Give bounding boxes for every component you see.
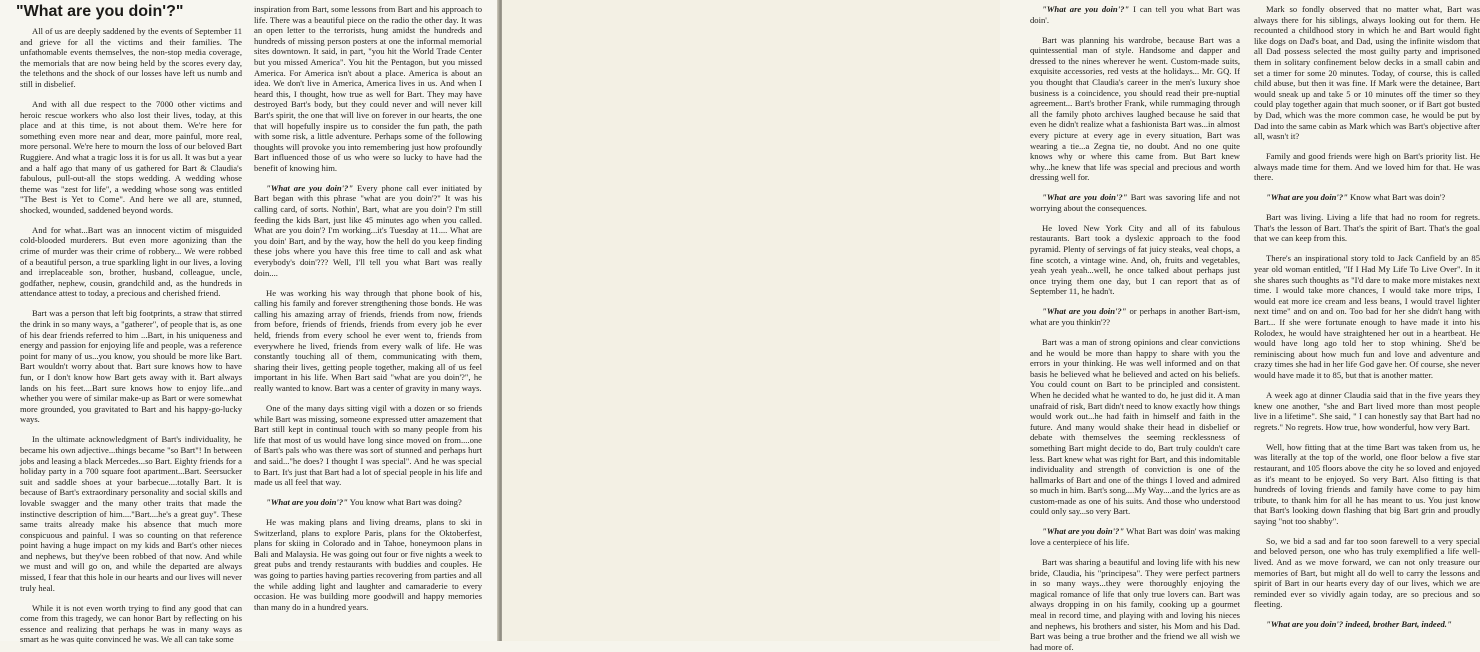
article-paragraph	[1030, 4, 1240, 25]
paragraph-text: All of us are deeply saddened by the events of September 11 and grieve for all the victims and their families. The unfathomable events themselves, the non-stop media coverage, the memorials that are now being held by the scores every day, the telethons and the shock of our losses have left us numb and still in disbelief.	[20, 26, 242, 89]
paragraph-text: inspiration from Bart, some lessons from Bart and his approach to life. There was a beautiful piece on the radio the other day. It was an open letter to the terrorists, hung amidst the hundreds and hundreds of missing person posters at one the informal memorial sites downtown. It said, in part, "you hit the World Trade Center but you missed America". You hit the Pentagon, but you missed America. For America isn't about a place. America is about an idea. We don't live in America, America lives in us. And when I heard this, I thought, how true as well for Bart. They may have destroyed Bart's body, but they could never and will never kill Bart's spirit, the one that will live on forever in our hearts, the one that will hopefully inspire us to consider the fun path, the path with some risk, a little adventure. Perhaps some of the following thoughts will provoke you into remembering just how profoundly Bart influenced those of us who were so lucky to have had the benefit of knowing him.	[254, 4, 482, 173]
quote-lead: "What are you doin'?"	[1042, 306, 1127, 317]
paragraph-text: Bart was living. Living a life that had no room for regrets. That's the lesson of Bart. That's the spirit of Bart. That's the goal that we can keep from this.	[1254, 212, 1480, 244]
quote-lead: "What are you doin'?"	[1266, 192, 1348, 203]
article-paragraph	[254, 288, 482, 394]
text-column-4	[1254, 4, 1480, 634]
paragraph-text: So, we bid a sad and far too soon farewell to a very special and beloved person, one who has truly exemplified a life well-lived. And as we move forward, we can not only treasure our memories of Bart, but might all do well to carry the lessons and spirit of Bart in our hearts every day of our lives, which we are reminded ever so vividly again today, are so precious and so fleeting.	[1254, 535, 1480, 610]
article-paragraph	[1030, 35, 1240, 183]
paragraph-text: Well, how fitting that at the time Bart was taken from us, he was literally at the top of the world, one floor below a five star restaurant, and 105 floors above the city he so loved and enjoyed as it's meant to be enjoyed. So very Bart. Also fitting is that hundreds of loving friends and family have come to pay him tribute, to thank him for all he has meant to us. You just know that Bart's looking down flashing that big Bart grin and proudly saying "not too shabby".	[1254, 441, 1480, 526]
right-page	[502, 0, 1480, 652]
text-column-1	[20, 26, 242, 645]
quote-lead: "What are you doin'?"	[1042, 526, 1125, 537]
paragraph-text: Know what Bart was doin'?	[1350, 192, 1446, 203]
paragraph-text: Every phone call ever initiated by Bart began with this phrase "what are you doin'?" It was his calling card, of sorts. Nothin', Bart, what are you doin'? I'm still feeding the kids Bart, just like 45 minutes ago when you called. What are you doin'? I'm working...it's Tuesday at 11.... What are you doin' Bart, and by the way, how the hell do you keep finding these jobs where you have this free time to call and ask what everybody's doin'??? Well, I'll tell you what Bart was really doin....	[254, 182, 482, 278]
paragraph-text: In the ultimate acknowledgment of Bart's individuality, he became his own adjective...things became "so Bart"! In between jobs and leasing a black Mercedes...so Bart. Eighty friends for a holiday party in a 700 square foot apartment...Bart. Seersucker suit and saddle shoes at your barbecue....totally Bart. It is because of Bart's extraordinary personality and social skills and lovable swagger and the many other traits that made the instinctive description of him...."Bart....he's a great guy". These same traits already make his absence that much more conspicuous and painful. I was so counting on that reference point having a huge impact on my kids and Bart's other nieces and nephews, but they've been robbed of that now. And while we must and will go on, and while the departed are always missed, I fear that this hole in our hearts and our lives will never truly heal.	[20, 434, 242, 593]
article-paragraph	[20, 26, 242, 90]
article-paragraph	[1254, 619, 1480, 630]
article-paragraph	[1254, 390, 1480, 432]
article-paragraph	[1254, 4, 1480, 142]
article-paragraph	[1030, 223, 1240, 297]
article-paragraph	[20, 225, 242, 299]
paragraph-text: Mark so fondly observed that no matter what, Bart was always there for his siblings, always looking out for them. He recounted a childhood story in which he and Bart would fight like dogs on Dad's boat, and Dad, using the infinite wisdom that all Dad possess selected the most guilty party and imprisoned them in solitary confinement below decks in a small cabin and set a timer for some 20 minutes. Today, of course, this is called child abuse, but then it was fine. If Mark were the detainee, Bart would sneak up and take 5 or 10 minutes off the timer so they could play together again that much sooner, or if Bart got busted by Dad, which was the more common case, he would be put by Dad into the same cabin as Mark which was Bart's objective after all, wasn't it?	[1254, 4, 1480, 142]
paragraph-text: And for what...Bart was an innocent victim of misguided cold-blooded murderers. But even more agonizing than the crime of murder was their crime of robbery... We were robbed of a beautiful person, a true sparkling light in our lives, a loving and irreplaceable son, brother, husband, colleague, uncle, godfather, nephew, cousin, grandchild and, as the hundreds in attendance attest to today, a precious and cherished friend.	[20, 224, 242, 299]
paragraph-text: Family and good friends were high on Bart's priority list. He always made time for them. And we loved him for that. He was there.	[1254, 151, 1480, 183]
paragraph-text: He was working his way through that phone book of his, calling his family and forever strengthening those bonds. He was calling his amazing array of friends, friends from now, friends from before, friends of friends, friends from every job he ever held, friends from every school he ever went to, friends from everywhere he lived, friends from every walk of life. He was constantly touching all of them, communicating with them, sharing their lives, getting people together, making all of us feel important in his life. When Bart said "what are you doin'?", he really wanted to know. Bart was a center of gravity in many ways.	[254, 287, 482, 393]
article-paragraph	[1254, 192, 1480, 203]
article-paragraph	[1030, 557, 1240, 652]
article-paragraph	[20, 308, 242, 425]
article-paragraph	[1030, 337, 1240, 517]
article-paragraph	[254, 4, 482, 174]
text-column-2	[254, 4, 482, 634]
article-paragraph	[20, 434, 242, 593]
paragraph-text: There's an inspirational story told to Jack Canfield by an 85 year old woman entitled, "If I Had My Life To Live Over". In it she shares such thoughts as "I'd dare to make more mistakes next time. I would take more chances, I would take more trips, I would eat more ice cream and less beans, I would travel lighter next time" and on and on. Too bad for her she didn't hang with Bart... If she were fortunate enough to have made it into his Rolodex, he would have straightened her out in a heartbeat. He would have long ago told her to stop whining. She'd be reminiscing about how much fun and love and adventure and crazy times she had in her life God gave her. Of course, she never would have made it to 85, but that is another matter.	[1254, 253, 1480, 380]
paragraph-text: What Bart was doin' was making love a centerpiece of his life.	[1030, 526, 1241, 548]
paragraph-text: One of the many days sitting vigil with a dozen or so friends while Bart was missing, someone expressed utter amazement that Bart still kept in continual touch with so many people from his life that most of us would have long since moved on from....one of Bart's pals who was there was sort of stunned and perhaps hurt and said..."he does? I thought I was special". And he was special to Bart. It's just that Bart had a lot of special people in his life and made us all feel that way.	[254, 402, 482, 488]
paragraph-text: Bart was a person that left big footprints, a straw that stirred the drink in so many ways, a "gatherer", of people that is, as one of his dear friends referred to him ...Bart, in his uniqueness and energy and passion for enjoying life and people, was a reference point for many of us...you know, you should be more like Bart. Bart wouldn't worry about that. Bart sure knows how to have fun, or I don't know how Bart gets away with it. Bart always lands on his feet....Bart sure knows how to enjoy life...and whether you were of similar make-up as Bart or were somewhat more grounded, you gravitated to Bart and his happy-go-lucky ways.	[20, 308, 242, 425]
quote-lead: "What are you doin'?"	[1042, 4, 1130, 14]
article-paragraph	[254, 183, 482, 278]
article-paragraph	[1254, 536, 1480, 610]
article-paragraph	[1030, 192, 1240, 213]
article-paragraph	[254, 403, 482, 488]
article-paragraph	[1254, 151, 1480, 183]
paragraph-text: A week ago at dinner Claudia said that in the five years they knew one another, "she and Bart lived more than most people live in a lifetime". She said, " I can honestly say that Bart had no regrets." No regrets. How true, how wonderful, how very Bart.	[1254, 389, 1480, 432]
quote-lead: "What are you doin'?"	[266, 182, 354, 193]
article-paragraph	[1254, 212, 1480, 244]
article-paragraph	[20, 603, 242, 645]
paragraph-text: Bart was planning his wardrobe, because Bart was a quintessential man of style. Handsome and dapper and dressed to the nines wherever he went. Custom-made suits, exquisite accessories, red vests at the holidays... Mr. GQ. If you thought that Claudia's career in the men's luxury shoe business is a coincidence, you should read their pre-nuptial agreement... Bart's brother Frank, while rummaging through all the family photo archives laughed because he said that even he didn't realize what a fashionista Bart was...in almost every picture at every age in every situation, Bart was wearing a tie...a Zegna tie, no doubt. And no one quite knows why or where this came from. But Bart knew why...he knew that life was special and precious and worth dressing well for.	[1030, 34, 1240, 183]
quote-lead: "What are you doin'? indeed, brother Bart, indeed."	[1266, 619, 1452, 630]
paragraph-text: He was making plans and living dreams, plans to ski in Switzerland, plans to explore Paris, plans for the Oktoberfest, plans for skiing in Colorado and in Tahoe, honeymoon plans in Bali and Malaysia. He was going out four or five nights a week to great pubs and trendy restaurants with buddies and couples. He was going to parties having parties recovering from parties and all the while adding light and laughter and camaraderie to every occasion. He was building more goodwill and happy memories than many do in a hundred years.	[254, 517, 482, 612]
article-paragraph	[20, 99, 242, 216]
paragraph-text: or perhaps in another Bart-ism, what are you thinkin'??	[1030, 306, 1240, 327]
article-paragraph	[1030, 526, 1240, 547]
paragraph-text: While it is not even worth trying to find any good that can come from this tragedy, we can honor Bart by reflecting on his essence and realizing that perhaps he was in many ways as smart as he was quite convinced he was. We all can take some	[20, 602, 242, 645]
paragraph-text: Bart was sharing a beautiful and loving life with his new bride, Claudia, his "principesa". They were perfect partners in so many ways...they were thoroughly enjoying the magical romance of life that only true lovers can. Bart was always dropping in on his family, cooking up a gourmet meal in record time, and playing with and loving his nieces and nephews, his brothers and sister, his Mom and his Dad. Bart was being a true brother and the friend we all wish we had more of.	[1030, 557, 1240, 652]
article-paragraph	[1254, 442, 1480, 527]
text-column-3	[1030, 4, 1241, 652]
article-title: "What are you doin'?"	[16, 3, 184, 20]
paragraph-text: Bart was savoring life and not worrying about the consequences.	[1030, 192, 1240, 213]
article-paragraph	[254, 517, 482, 612]
article-paragraph	[1030, 306, 1240, 327]
quote-lead: "What are you doin'?"	[266, 497, 348, 508]
paragraph-text: Bart was a man of strong opinions and clear convictions and he would be more than happy to share with you the errors in your thinking. He was well informed and on that basis he believed what he believed and acted on his beliefs. You could count on Bart to be principled and consistent. When he decided what he wanted to do, he just did it. A man unafraid of risk, Bart didn't need to know exactly how things would work out...he had faith in himself and faith in the future. And many would shake their head in disbelief or debate with themselves the seeming recklessness of something Bart might decide to do, Bart truly couldn't care less. Bart knew what was right for Bart, and this indomitable individuality and strength of conviction is one of the hallmarks of Bart and one of the things I loved and admired so much in him. Bart's song....My Way....and the lyrics are as custom-made as one of his suits. And those who understood could only say...so very Bart.	[1030, 336, 1240, 517]
paragraph-text: I can tell you what Bart was doin'.	[1030, 4, 1240, 25]
quote-lead: "What are you doin'?"	[1042, 192, 1128, 203]
paragraph-text: And with all due respect to the 7000 other victims and heroic rescue workers who also lost their lives, today, at this place and at this time, is not about them. We're here for something even more near and dear, more painful, more real, more personal. We're here to mourn the loss of our beloved Bart Ruggiere. And what a tragic loss it is for us all. It was but a year and a half ago that many of us gathered for Bart & Claudia's fabulous, pull-out-all the stops wedding. A wedding whose theme was "zest for life", a wedding whose song was entitled "The Best is Yet to Come". And here we all are, stunned, shocked, wounded, saddened beyond words.	[20, 98, 242, 215]
paragraph-text: You know what Bart was doing?	[349, 497, 462, 508]
left-page	[0, 0, 498, 645]
paragraph-text: He loved New York City and all of its fabulous restaurants. Bart took a dyslexic approach to the food pyramid. Plenty of servings of fat juicy steaks, veal chops, a fine scotch, a vintage wine. And, oh, fruits and vegetables, yeah yeah yeah...well, he once talked about perhaps just once trying them one day, but I can report that as of September 11, he hadn't.	[1030, 222, 1240, 297]
article-paragraph	[1254, 253, 1480, 380]
article-paragraph	[254, 497, 482, 508]
